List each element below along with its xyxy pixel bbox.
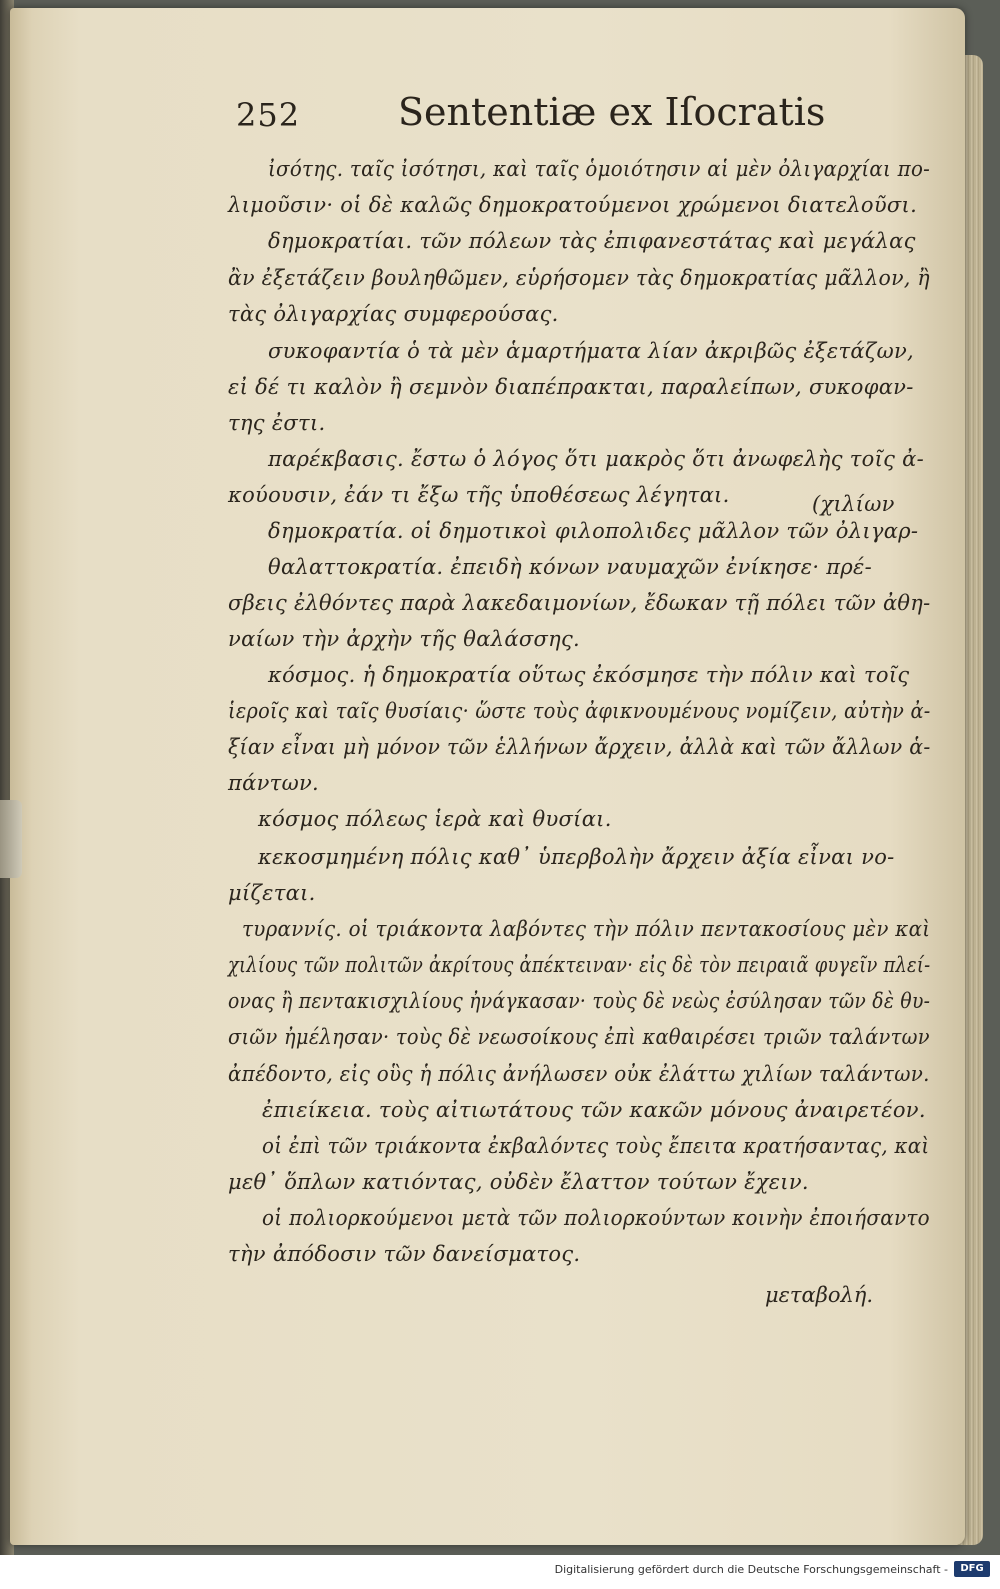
text-line: ναίων τὴν ἀρχὴν τῆς θαλάσσης. — [228, 627, 581, 651]
running-title: Sententiæ ex Iſocratis — [398, 90, 826, 134]
text-line: ἀπέδοντο, εἰς οὓς ἡ πόλις ἀνήλωσεν οὐκ ἐλάττω χιλίων ταλάντων. — [228, 1062, 930, 1086]
text-line: χιλίους τῶν πολιτῶν ἀκρίτους ἀπέκτειναν· εἰς δὲ τὸν πειραιᾶ φυγεῖν πλεί- — [228, 953, 931, 977]
funding-credit: Digitalisierung gefördert durch die Deutsche Forschungsgemeinschaft - — [554, 1563, 948, 1576]
page-header — [236, 90, 826, 140]
text-line: τυραννίς. οἱ τριάκοντα λαβόντες τὴν πόλιν πεντακοσίους μὲν καὶ — [242, 917, 931, 941]
page-clip — [0, 800, 22, 878]
text-line: σβεις ἐλθόντες παρὰ λακεδαιμονίων, ἔδωκαν τῇ πόλει τῶν ἀθη- — [228, 591, 931, 615]
text-line: λιμοῦσιν· οἱ δὲ καλῶς δημοκρατούμενοι χρώμενοι διατελοῦσι. — [228, 193, 918, 217]
text-line: ἂν ἐξετάζειν βουληθῶμεν, εὑρήσομεν τὰς δημοκρατίας μᾶλλον, ἢ — [228, 266, 930, 290]
text-line: σιῶν ἠμέλησαν· τοὺς δὲ νεωσοίκους ἐπὶ καθαιρέσει τριῶν ταλάντων — [228, 1025, 930, 1049]
footer — [0, 1555, 1000, 1589]
text-line: παρέκβασις. ἔστω ὁ λόγος ὅτι μακρὸς ὅτι ἀνωφελὴς τοῖς ἀ- — [268, 447, 925, 471]
text-line: εἰ δέ τι καλὸν ἢ σεμνὸν διαπέπρακται, παραλείπων, συκοφαν- — [228, 375, 914, 399]
text-line: μεθ᾽ ὅπλων κατιόντας, οὐδὲν ἔλαττον τούτων ἔχειν. — [228, 1170, 809, 1194]
text-line: οἱ ἐπὶ τῶν τριάκοντα ἐκβαλόντες τοὺς ἔπειτα κρατήσαντας, καὶ — [262, 1134, 930, 1158]
text-line: κεκοσμημένη πόλις καθ᾽ ὑπερβολὴν ἄρχειν ἀξία εἶναι νο- — [258, 845, 895, 869]
page-number: 252 — [236, 96, 301, 134]
text-line: ονας ἢ πεντακισχιλίους ἠνάγκασαν· τοὺς δὲ νεὼς ἐσύλησαν τῶν δὲ θυ- — [228, 989, 931, 1013]
text-line: θαλαττοκρατία. ἐπειδὴ κόνων ναυμαχῶν ἐνίκησε· πρέ- — [268, 555, 873, 579]
text-line: οἱ πολιορκούμενοι μετὰ τῶν πολιορκούντων κοινὴν ἐποιήσαντο — [262, 1206, 930, 1230]
text-line: συκοφαντία ὁ τὰ μὲν ἁμαρτήματα λίαν ἀκριβῶς ἐξετάζων, — [268, 339, 915, 363]
dfg-logo-icon: DFG — [954, 1561, 990, 1577]
text-line: τὰς ὀλιγαρχίας συμφερούσας. — [228, 302, 559, 326]
text-line: δημοκρατία. οἱ δημοτικοὶ φιλοπολιδες μᾶλλον τῶν ὀλιγαρ- — [268, 519, 919, 543]
text-line: ἐπιείκεια. τοὺς αἰτιωτάτους τῶν κακῶν μόνους ἀναιρετέον. — [262, 1098, 926, 1122]
text-line: (χιλίων — [812, 492, 895, 516]
text-line: πάντων. — [228, 771, 320, 795]
text-line: της ἐστι. — [228, 411, 326, 435]
text-line: κούουσιν, ἐάν τι ἔξω τῆς ὑποθέσεως λέγηται. — [228, 483, 730, 507]
text-line: ξίαν εἶναι μὴ μόνον τῶν ἑλλήνων ἄρχειν, ἀλλὰ καὶ τῶν ἄλλων ἁ- — [228, 735, 931, 759]
text-line: κόσμος. ἡ δημοκρατία οὕτως ἐκόσμησε τὴν πόλιν καὶ τοῖς — [268, 663, 910, 687]
text-line: δημοκρατίαι. τῶν πόλεων τὰς ἐπιφανεστάτας καὶ μεγάλας — [268, 229, 916, 253]
text-line: ἱεροῖς καὶ ταῖς θυσίαις· ὥστε τοὺς ἀφικνουμένους νομίζειν, αὐτὴν ἀ- — [228, 699, 931, 723]
text-line: τὴν ἀπόδοσιν τῶν δανείσματος. — [228, 1242, 581, 1266]
text-line: μίζεται. — [228, 881, 316, 905]
catchword: μεταβολή. — [765, 1283, 874, 1307]
text-line: κόσμος πόλεως ἱερὰ καὶ θυσίαι. — [258, 807, 612, 831]
text-line: ἰσότης. ταῖς ἰσότησι, καὶ ταῖς ὁμοιότησιν αἱ μὲν ὀλιγαρχίαι πο- — [268, 157, 931, 181]
